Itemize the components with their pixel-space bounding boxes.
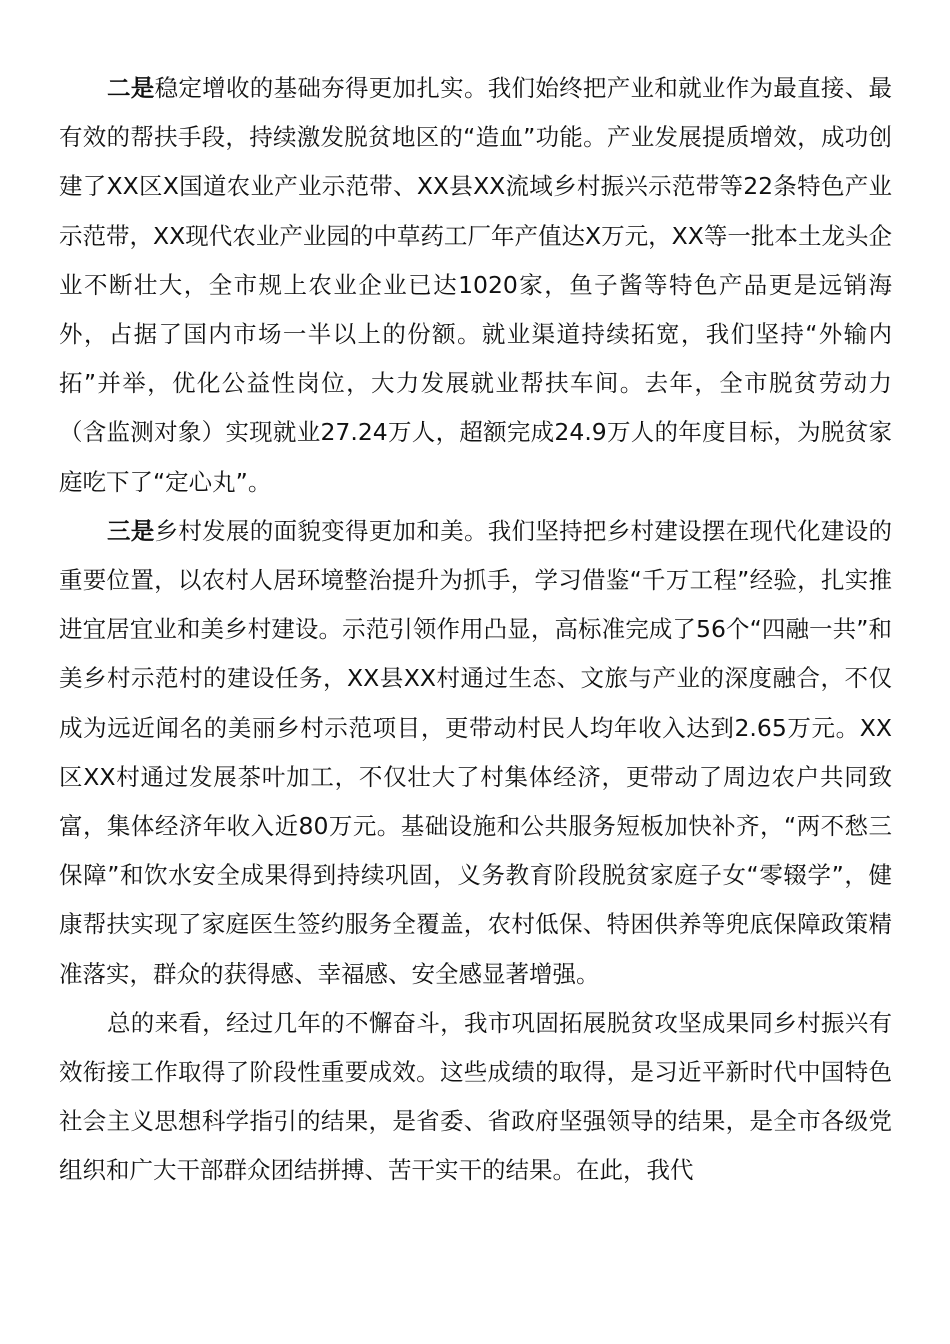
paragraph-lead: 二是 (107, 74, 155, 102)
paragraph-lead: 三是 (107, 516, 155, 545)
document-page (59, 64, 892, 1196)
paragraph-body: 总的来看，经过几年的不懈奋斗，我市巩固拓展脱贫攻坚成果同乡村振兴有效衔接工作取得了阶段性重要成效。这些成绩的取得，是习近平新时代中国特色社会主义思想科学指引的结果，是省委、省政府坚强领导的结果，是全市各级党组织和广大干部群众团结拼搏、苦干实干的结果。在此，我代 (59, 1008, 892, 1185)
paragraph-body: 稳定增收的基础夯得更加扎实。我们始终把产业和就业作为最直接、最有效的帮扶手段，持续激发脱贫地区的“造血”功能。产业发展提质增效，成功创建了XX区X国道农业产业示范带、XX县XX流域乡村振兴示范带等22条特色产业示范带，XX现代农业产业园的中草药工厂年产值达X万元，XX等一批本土龙头企业不断壮大，全市规上农业企业已达1020家，鱼子酱等特色产品更是远销海外，占据了国内市场一半以上的份额。就业渠道持续拓宽，我们坚持“外输内拓”并举，优化公益性岗位，大力发展就业帮扶车间。去年，全市脱贫劳动力（含监测对象）实现就业27.24万人，超额完成24.9万人的年度目标，为脱贫家庭吃下了“定心丸”。 (59, 74, 892, 496)
paragraph-body: 乡村发展的面貌变得更加和美。我们坚持把乡村建设摆在现代化建设的重要位置，以农村人居环境整治提升为抓手，学习借鉴“千万工程”经验，扎实推进宜居宜业和美乡村建设。示范引领作用凸显，高标准完成了56个“四融一共”和美乡村示范村的建设任务，XX县XX村通过生态、文旅与产业的深度融合，不仅成为远近闻名的美丽乡村示范项目，更带动村民人均年收入达到2.65万元。XX区XX村通过发展茶叶加工，不仅壮大了村集体经济，更带动了周边农户共同致富，集体经济年收入近80万元。基础设施和公共服务短板加快补齐，“两不愁三保障”和饮水安全成果得到持续巩固，义务教育阶段脱贫家庭子女“零辍学”，健康帮扶实现了家庭医生签约服务全覆盖，农村低保、特困供养等兜底保障政策精准落实，群众的获得感、幸福感、安全感显著增强。 (59, 516, 892, 988)
paragraph-summary (59, 999, 892, 1196)
paragraph-stable-income (59, 64, 892, 507)
paragraph-rural-development (59, 507, 892, 999)
